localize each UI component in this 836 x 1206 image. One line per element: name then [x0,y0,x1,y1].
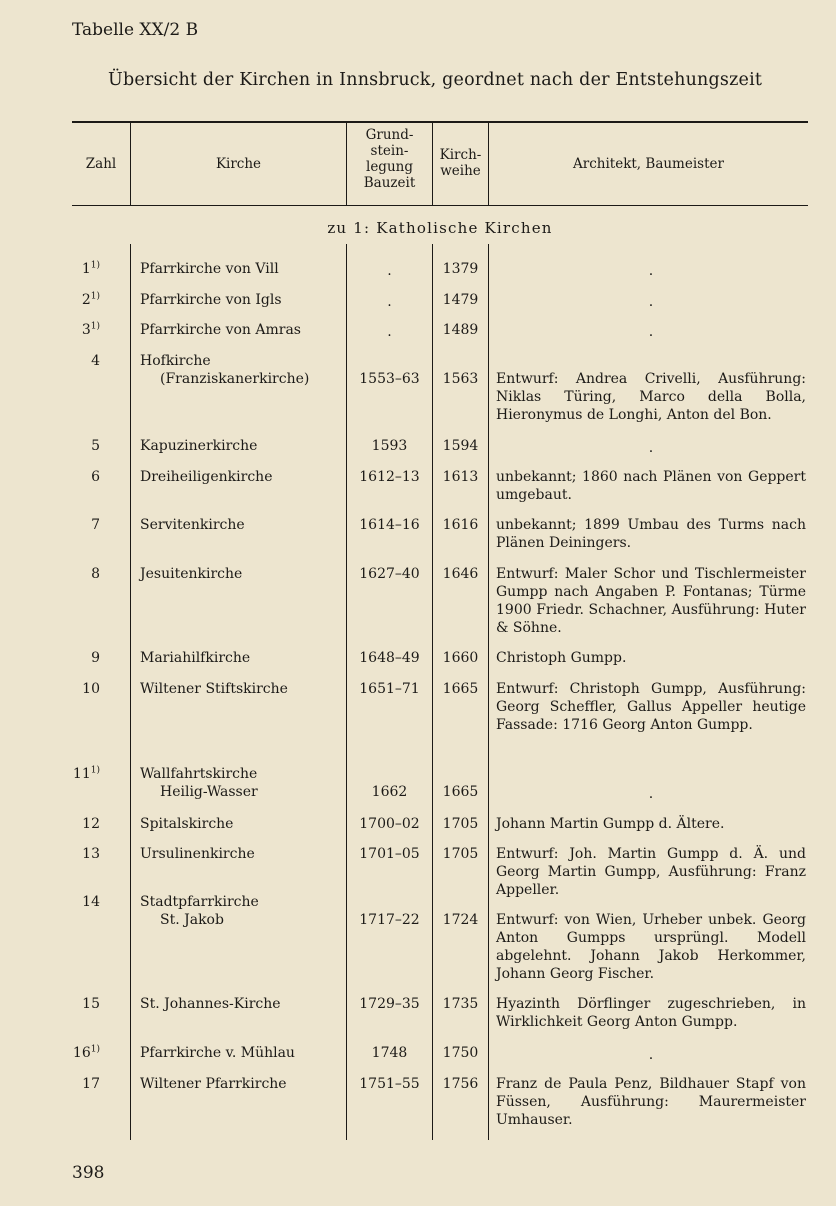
church-name: Mariahilfkirche [140,650,251,666]
church-name: Wiltener Pfarrkirche [140,1076,287,1092]
church-name: Dreiheiligenkirche [140,469,273,485]
construction-period: 1648–49 [359,650,420,666]
row-number: 15 [82,996,100,1012]
row-number: 13 [82,846,100,862]
row-number: 4 [91,353,100,369]
row-number: 8 [91,566,100,582]
consecration-year: 1479 [442,292,479,308]
table-label: Tabelle XX/2 B [72,20,199,40]
church-name: Pfarrkirche von Vill [140,261,279,277]
architect: unbekannt; 1860 nach Plänen von Geppert umgebaut. [496,469,806,503]
consecration-year: 1594 [442,438,479,454]
architect: . [648,440,654,456]
row-number: 6 [91,469,100,485]
architect: Entwurf: von Wien, Urheber unbek. Georg Anton Gumpps ursprüngl. Modell abgelehnt. Johann Jakob Herkommer, Johann Georg Fischer. [496,912,806,982]
architect: Entwurf: Maler Schor und Tischlermeister Gumpp nach Angaben P. Fontanas; Türme 1900 Friedr. Schachner, Ausführung: Huter & Söhne. [496,566,806,636]
construction-period: 1662 [371,784,408,800]
consecration-year: 1646 [442,566,479,582]
church-name: Jesuitenkirche [140,566,243,582]
construction-period: 1701–05 [359,846,420,862]
row-number: 2$^{1)}$ [81,291,100,308]
church-name: Stadtpfarrkirche St. Jakob [140,894,259,928]
construction-period: 1748 [371,1045,408,1061]
construction-period: 1614–16 [359,517,420,533]
architect: Entwurf: Andrea Crivelli, Ausführung: Niklas Türing, Marco della Bolla, Hieronymus de Longhi, Anton del Bon. [496,371,806,423]
consecration-year: 1489 [442,322,479,338]
row-number: 17 [82,1076,100,1092]
table-top-rule [72,121,808,123]
consecration-year: 1750 [442,1045,479,1061]
church-name: Wiltener Stiftskirche [140,681,288,697]
architect: . [648,263,654,279]
architect: . [648,786,654,802]
consecration-year: 1613 [442,469,479,485]
church-name: Pfarrkirche von Igls [140,292,282,308]
header-kirche: Kirche [215,156,262,172]
construction-period: 1717–22 [359,912,420,928]
construction-period: 1612–13 [359,469,420,485]
construction-period: 1651–71 [359,681,420,697]
consecration-year: 1756 [442,1076,479,1092]
construction-period: . [387,263,392,279]
architect: Franz de Paula Penz, Bildhauer Stapf von Füssen, Ausführung: Maurermeister Umhauser. [496,1076,806,1128]
construction-period: . [387,324,392,340]
consecration-year: 1705 [442,816,479,832]
consecration-year: 1665 [442,681,479,697]
church-name: Servitenkirche [140,517,245,533]
column-divider [488,244,489,1140]
construction-period: . [387,294,392,310]
consecration-year: 1616 [442,517,479,533]
architect: . [648,324,654,340]
consecration-year: 1724 [442,912,479,928]
construction-period: 1729–35 [359,996,420,1012]
header-kirchweihe: Kirch- weihe [439,147,482,179]
consecration-year: 1705 [442,846,479,862]
construction-period: 1553–63 [359,371,420,387]
consecration-year: 1660 [442,650,479,666]
architect: Hyazinth Dörflinger zugeschrieben, in Wirklichkeit Georg Anton Gumpp. [496,996,806,1030]
church-name: Ursulinenkirche [140,846,255,862]
church-name: Kapuzinerkirche [140,438,258,454]
consecration-year: 1379 [442,261,479,277]
header-bauzeit: Grund- stein- legung Bauzeit [363,127,416,191]
column-divider [130,244,131,1140]
church-name: Spitalskirche [140,816,234,832]
table-header-rule [72,205,808,206]
row-number: 10 [82,681,100,697]
church-name: Pfarrkirche von Amras [140,322,301,338]
page-number: 398 [72,1163,105,1183]
architect: Christoph Gumpp. [496,650,627,666]
row-number: 1$^{1)}$ [81,260,100,277]
row-number: 16$^{1)}$ [72,1044,100,1061]
consecration-year: 1735 [442,996,479,1012]
consecration-year: 1665 [442,784,479,800]
architect: . [648,294,654,310]
row-number: 9 [91,650,100,666]
construction-period: 1700–02 [359,816,420,832]
architect: unbekannt; 1899 Umbau des Turms nach Plänen Deiningers. [496,517,806,551]
church-name: Pfarrkirche v. Mühlau [140,1045,295,1061]
church-name: Wallfahrtskirche Heilig-Wasser [140,766,258,800]
architect: . [648,1047,654,1063]
row-number: 12 [82,816,100,832]
row-number: 14 [82,894,100,910]
row-number: 3$^{1)}$ [81,321,100,338]
page-title: Übersicht der Kirchen in Innsbruck, geordnet nach der Entstehungszeit [108,70,763,90]
architect: Entwurf: Joh. Martin Gumpp d. Ä. und Georg Martin Gumpp, Ausführung: Franz Appeller. [496,846,806,898]
church-name: St. Johannes-Kirche [140,996,281,1012]
construction-period: 1593 [371,438,408,454]
architect: Johann Martin Gumpp d. Ältere. [496,816,725,832]
consecration-year: 1563 [442,371,479,387]
row-number: 5 [91,438,100,454]
header-architekt: Architekt, Baumeister [573,156,724,172]
header-zahl: Zahl [85,156,117,172]
row-number: 11$^{1)}$ [72,765,100,782]
church-name: Hofkirche (Franziskanerkirche) [140,353,310,387]
row-number: 7 [91,517,100,533]
architect: Entwurf: Christoph Gumpp, Ausführung: Georg Scheffler, Gallus Appeller heutige Fassade: 1716 Georg Anton Gumpp. [496,681,806,733]
construction-period: 1627–40 [359,566,420,582]
construction-period: 1751–55 [359,1076,420,1092]
section-heading: zu 1: Katholische Kirchen [327,219,553,237]
